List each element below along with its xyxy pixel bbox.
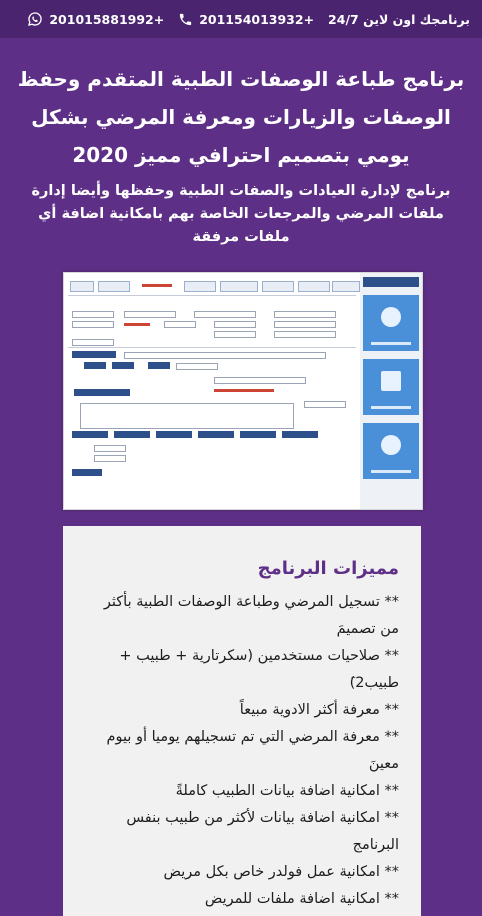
documents-tile-icon [363, 359, 419, 415]
phone-number[interactable]: 201154013932+ [199, 11, 315, 27]
app-field [72, 311, 114, 318]
app-field [164, 321, 196, 328]
app-status-text [142, 284, 172, 287]
feature-item: ** معرفة أكثر الادوية مبيعاً [239, 702, 399, 718]
app-divider [68, 295, 356, 296]
whatsapp-icon [27, 11, 43, 27]
app-button [72, 351, 116, 358]
phone-icon [178, 12, 193, 27]
feature-item: ** امكانية عمل فولدر خاص بكل مريض [163, 864, 399, 880]
cloud-tile-icon [363, 295, 419, 351]
feature-item: ** صلاحيات مستخدمين (سكرتارية + طبيب + طبيب2)َ [119, 648, 399, 691]
feature-item: ** امكانية اضافة ملفات للمريض [204, 891, 399, 907]
app-field [274, 331, 336, 338]
app-button [112, 362, 134, 369]
app-button [156, 431, 192, 438]
app-field [274, 311, 336, 318]
app-button [282, 431, 318, 438]
app-status-text [124, 323, 150, 326]
feature-item: ** امكانية اضافة بيانات الطبيب كاملةً [175, 783, 399, 799]
app-button [72, 431, 108, 438]
support-hours-label: برنامجك اون لاين 24/7 [328, 11, 470, 27]
app-button [240, 431, 276, 438]
app-field [94, 455, 126, 462]
app-divider [68, 347, 356, 348]
features-list [85, 589, 399, 913]
app-text-area [80, 403, 294, 429]
app-field [214, 321, 256, 328]
app-toolbar-button [298, 281, 330, 292]
whatsapp-contact[interactable] [27, 11, 164, 27]
app-field [274, 321, 336, 328]
support-hours [328, 12, 470, 27]
app-button [84, 362, 106, 369]
top-contact-bar [0, 0, 482, 38]
app-field [94, 445, 126, 452]
app-field [304, 401, 346, 408]
features-card [63, 526, 421, 916]
app-status-text [214, 389, 274, 392]
app-field [214, 377, 306, 384]
app-field [124, 311, 176, 318]
app-toolbar-button [70, 281, 94, 292]
features-heading: مميزات البرنامج [257, 558, 399, 579]
app-screenshot-image [63, 272, 423, 510]
app-field [194, 311, 256, 318]
app-button [198, 431, 234, 438]
app-toolbar-button [332, 281, 360, 292]
app-field [72, 321, 114, 328]
app-sidebar-header [363, 277, 419, 287]
hero-section [0, 60, 482, 249]
app-button [148, 362, 170, 369]
app-field [124, 352, 326, 359]
app-button [72, 469, 102, 476]
feature-item: ** امكانية اضافة بيانات لأكثر من طبيب بنفس البرنامج [126, 810, 399, 853]
feature-item: ** تسجيل المرضي وطباعة الوصفات الطبية بأكثر من تصميمَ [103, 594, 399, 637]
whatsapp-number[interactable]: 201015881992+ [49, 11, 165, 27]
app-sidebar [360, 273, 422, 509]
app-toolbar-button [98, 281, 130, 292]
page-title: برنامج طباعة الوصفات الطبية المتقدم وحفظ الوصفات والزيارات ومعرفة المرضي بشكل يومي بتصميم احترافي مميز 2020 [17, 67, 465, 167]
app-toolbar-button [262, 281, 294, 292]
app-field [214, 331, 256, 338]
phone-contact[interactable] [178, 12, 314, 27]
app-toolbar-button [220, 281, 258, 292]
app-field [176, 363, 218, 370]
app-toolbar-button [184, 281, 216, 292]
page-description: برنامج لإدارة العيادات والصفات الطبية وحفظها وأيضا إدارة ملفات المرضي والمرجعات الخاصة بهم بامكانية اضافة أي ملفات مرفقة [31, 183, 451, 245]
app-field [72, 339, 114, 346]
app-button [114, 431, 150, 438]
users-tile-icon [363, 423, 419, 479]
app-button [74, 389, 130, 396]
feature-item: ** معرفة المرضي التي تم تسجيلهم يوميا أو بيوم معينَ [106, 729, 399, 772]
